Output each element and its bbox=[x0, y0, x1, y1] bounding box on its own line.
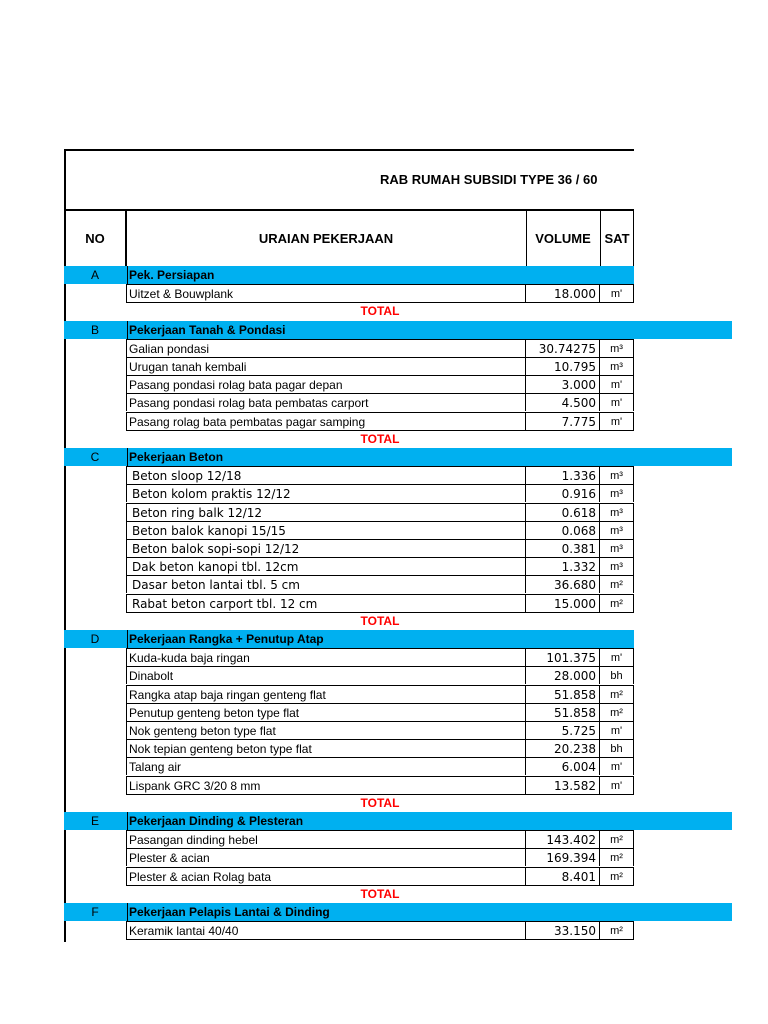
item-unit: m² bbox=[600, 703, 634, 721]
item-unit: m³ bbox=[600, 357, 634, 375]
section-no: A bbox=[90, 268, 99, 282]
item-description: Penutup genteng beton type flat bbox=[126, 703, 526, 721]
item-volume: 28.000 bbox=[526, 666, 600, 684]
row-bottom-border bbox=[126, 939, 634, 940]
item-description: Lispank GRC 3/20 8 mm bbox=[126, 776, 526, 794]
item-description: Galian pondasi bbox=[126, 339, 526, 357]
item-unit: m² bbox=[600, 921, 634, 939]
section-row bbox=[64, 630, 634, 648]
item-unit: m² bbox=[600, 685, 634, 703]
item-description: Keramik lantai 40/40 bbox=[126, 921, 526, 939]
item-unit: m² bbox=[600, 867, 634, 885]
item-volume: 7.775 bbox=[526, 412, 600, 430]
item-description: Urugan tanah kembali bbox=[126, 357, 526, 375]
section-no: B bbox=[90, 322, 99, 337]
item-volume: 18.000 bbox=[526, 284, 600, 302]
item-unit: m³ bbox=[600, 503, 634, 521]
item-unit: bh bbox=[600, 666, 634, 684]
section-name: Pek. Persiapan bbox=[127, 266, 635, 284]
item-volume: 1.332 bbox=[526, 557, 600, 575]
section-name: Pekerjaan Dinding & Plesteran bbox=[127, 812, 733, 830]
item-unit: m² bbox=[600, 575, 634, 593]
item-unit: m³ bbox=[600, 539, 634, 557]
header-divider bbox=[633, 209, 634, 266]
item-volume: 4.500 bbox=[526, 393, 600, 411]
section-no: E bbox=[90, 814, 99, 828]
total-label: TOTAL bbox=[360, 431, 400, 446]
item-description: Nok genteng beton type flat bbox=[126, 721, 526, 739]
section-no: D bbox=[90, 632, 100, 646]
item-volume: 51.858 bbox=[526, 685, 600, 703]
item-description: Pasang pondasi rolag bata pagar depan bbox=[126, 375, 526, 393]
item-volume: 5.725 bbox=[526, 721, 600, 739]
item-volume: 51.858 bbox=[526, 703, 600, 721]
section-name: Pekerjaan Rangka + Penutup Atap bbox=[127, 630, 635, 648]
item-unit: m' bbox=[600, 412, 634, 430]
item-unit: m³ bbox=[600, 484, 634, 502]
table-header bbox=[64, 209, 634, 266]
item-description: Dak beton kanopi tbl. 12cm bbox=[126, 557, 526, 575]
item-unit: m' bbox=[600, 393, 634, 411]
total-label: TOTAL bbox=[360, 886, 400, 901]
item-unit: m' bbox=[600, 375, 634, 393]
item-volume: 15.000 bbox=[526, 594, 600, 612]
section-row bbox=[64, 448, 732, 466]
item-volume: 20.238 bbox=[526, 739, 600, 757]
item-description: Nok tepian genteng beton type flat bbox=[126, 739, 526, 757]
item-unit: bh bbox=[600, 739, 634, 757]
item-volume: 6.004 bbox=[526, 757, 600, 775]
item-volume: 0.618 bbox=[526, 503, 600, 521]
section-row bbox=[64, 812, 732, 830]
section-no: F bbox=[91, 905, 99, 919]
item-unit: m³ bbox=[600, 557, 634, 575]
item-unit: m² bbox=[600, 848, 634, 866]
item-unit: m' bbox=[600, 284, 634, 302]
item-volume: 30.74275 bbox=[526, 339, 600, 357]
item-description: Dinabolt bbox=[126, 666, 526, 684]
item-volume: 101.375 bbox=[526, 648, 600, 666]
item-unit: m³ bbox=[600, 521, 634, 539]
header-uraian: URAIAN PEKERJAAN bbox=[126, 209, 526, 266]
item-description: Talang air bbox=[126, 757, 526, 775]
item-description: Pasang pondasi rolag bata pembatas carport bbox=[126, 393, 526, 411]
item-volume: 3.000 bbox=[526, 375, 600, 393]
item-description: Plester & acian bbox=[126, 848, 526, 866]
item-volume: 169.394 bbox=[526, 848, 600, 866]
item-unit: m² bbox=[600, 830, 634, 848]
section-no: C bbox=[90, 450, 100, 464]
section-name: Pekerjaan Pelapis Lantai & Dinding bbox=[127, 903, 733, 921]
header-no: NO bbox=[64, 209, 126, 266]
item-volume: 1.336 bbox=[526, 466, 600, 484]
item-volume: 0.381 bbox=[526, 539, 600, 557]
item-volume: 13.582 bbox=[526, 776, 600, 794]
section-row bbox=[64, 903, 732, 921]
item-volume: 8.401 bbox=[526, 867, 600, 885]
header-divider bbox=[125, 209, 127, 266]
item-description: Kuda-kuda baja ringan bbox=[126, 648, 526, 666]
section-name: Pekerjaan Beton bbox=[127, 448, 733, 466]
header-volume: VOLUME bbox=[526, 209, 600, 266]
item-unit: m' bbox=[600, 648, 634, 666]
item-unit: m' bbox=[600, 776, 634, 794]
item-volume: 10.795 bbox=[526, 357, 600, 375]
item-volume: 0.916 bbox=[526, 484, 600, 502]
section-name: Pekerjaan Tanah & Pondasi bbox=[127, 321, 733, 339]
item-description: Rabat beton carport tbl. 12 cm bbox=[126, 594, 526, 612]
total-label: TOTAL bbox=[360, 304, 400, 319]
header-divider bbox=[526, 209, 527, 266]
item-volume: 36.680 bbox=[526, 575, 600, 593]
item-description: Dasar beton lantai tbl. 5 cm bbox=[126, 575, 526, 593]
header-divider bbox=[600, 209, 601, 266]
item-description: Beton kolom praktis 12/12 bbox=[126, 484, 526, 502]
item-description: Beton sloop 12/18 bbox=[126, 466, 526, 484]
item-description: Pasangan dinding hebel bbox=[126, 830, 526, 848]
item-description: Beton balok sopi-sopi 12/12 bbox=[126, 539, 526, 557]
item-unit: m' bbox=[600, 721, 634, 739]
item-unit: m' bbox=[600, 757, 634, 775]
item-description: Plester & acian Rolag bata bbox=[126, 867, 526, 885]
item-volume: 33.150 bbox=[526, 921, 600, 939]
total-label: TOTAL bbox=[360, 795, 400, 810]
item-description: Rangka atap baja ringan genteng flat bbox=[126, 685, 526, 703]
header-sat: SAT bbox=[600, 209, 634, 266]
item-description: Pasang rolag bata pembatas pagar samping bbox=[126, 412, 526, 430]
item-unit: m³ bbox=[600, 466, 634, 484]
item-volume: 0.068 bbox=[526, 521, 600, 539]
section-row bbox=[64, 321, 732, 339]
item-volume: 143.402 bbox=[526, 830, 600, 848]
page-title: RAB RUMAH SUBSIDI TYPE 36 / 60 bbox=[380, 172, 598, 187]
total-label: TOTAL bbox=[360, 613, 400, 628]
item-unit: m² bbox=[600, 594, 634, 612]
section-row bbox=[64, 266, 634, 284]
item-description: Beton balok kanopi 15/15 bbox=[126, 521, 526, 539]
item-description: Beton ring balk 12/12 bbox=[126, 503, 526, 521]
item-unit: m³ bbox=[600, 339, 634, 357]
item-description: Uitzet & Bouwplank bbox=[126, 284, 526, 302]
